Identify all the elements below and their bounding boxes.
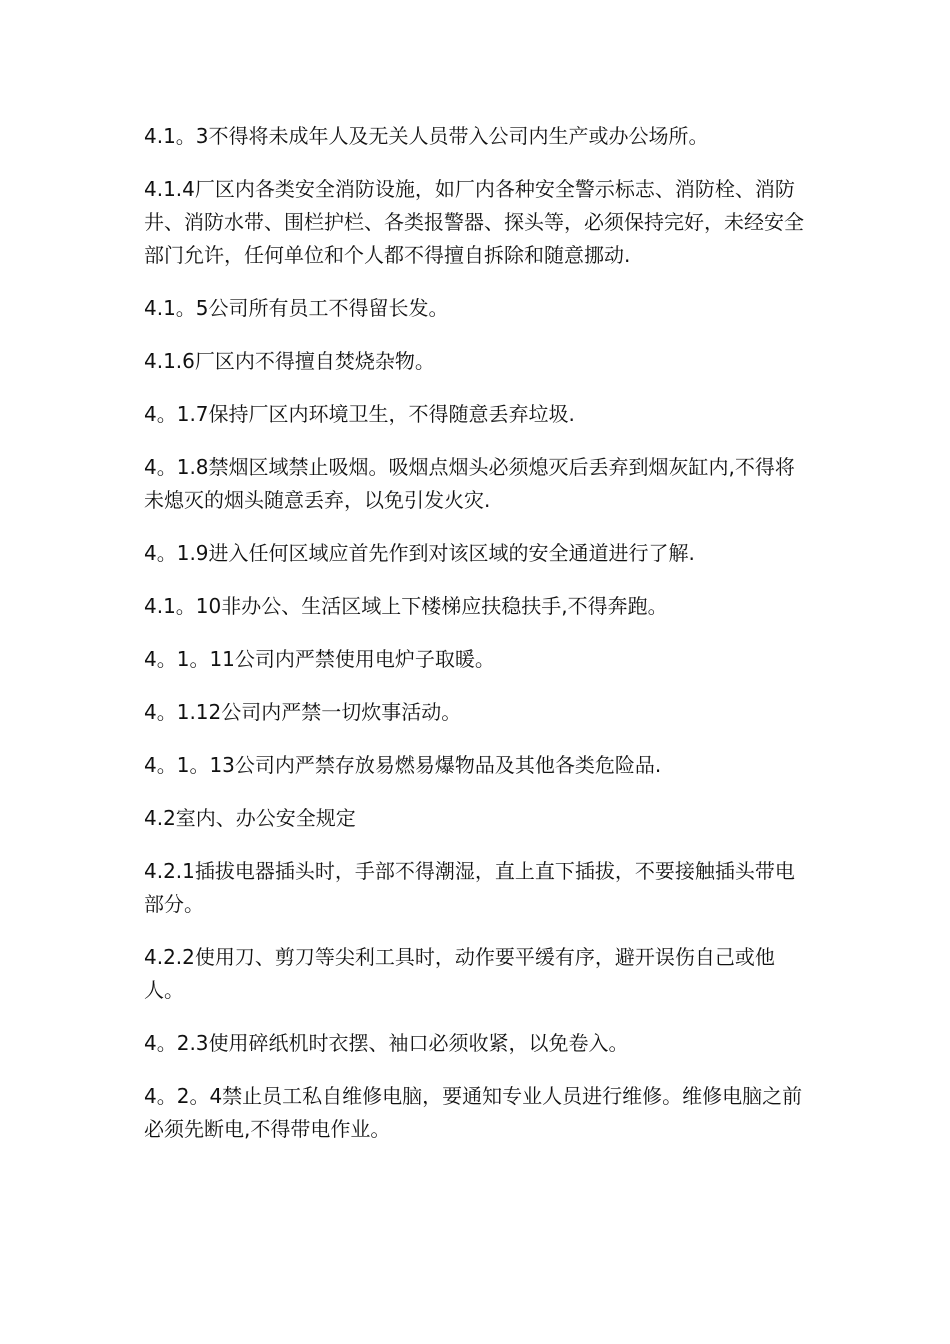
section-heading-4-2: 4.2室内、办公安全规定 bbox=[144, 806, 356, 830]
paragraph-4-2-4: 4。2。4禁止员工私自维修电脑，要通知专业人员进行维修。维修电脑之前必须先断电,不得带电作业。 bbox=[144, 1084, 803, 1141]
document-body bbox=[144, 120, 814, 1166]
paragraph-4-1-10: 4.1。10非办公、生活区域上下楼梯应扶稳扶手,不得奔跑。 bbox=[144, 594, 668, 618]
paragraph-4-1-4: 4.1.4厂区内各类安全消防设施，如厂内各种安全警示标志、消防栓、消防井、消防水带、围栏护栏、各类报警器、探头等，必须保持完好，未经安全部门允许，任何单位和个人都不得擅自拆除和随意挪动. bbox=[144, 177, 804, 267]
paragraph-4-2-2: 4.2.2使用刀、剪刀等尖利工具时，动作要平缓有序，避开误伤自己或他人。 bbox=[144, 945, 775, 1002]
paragraph-4-1-6: 4.1.6厂区内不得擅自焚烧杂物。 bbox=[144, 349, 435, 373]
paragraph-4-2-1: 4.2.1插拔电器插头时，手部不得潮湿，直上直下插拔，不要接触插头带电部分。 bbox=[144, 859, 795, 916]
paragraph-4-1-11: 4。1。11公司内严禁使用电炉子取暖。 bbox=[144, 647, 495, 671]
paragraph-4-1-8: 4。1.8禁烟区域禁止吸烟。吸烟点烟头必须熄灭后丢弃到烟灰缸内,不得将未熄灭的烟头随意丢弃，以免引发火灾. bbox=[144, 455, 795, 512]
paragraph-4-1-12: 4。1.12公司内严禁一切炊事活动。 bbox=[144, 700, 462, 724]
paragraph-4-1-5: 4.1。5公司所有员工不得留长发。 bbox=[144, 296, 449, 320]
paragraph-4-1-7: 4。1.7保持厂区内环境卫生，不得随意丢弃垃圾. bbox=[144, 402, 575, 426]
paragraph-4-1-3: 4.1。3不得将未成年人及无关人员带入公司内生产或办公场所。 bbox=[144, 124, 709, 148]
paragraph-4-1-9: 4。1.9进入任何区域应首先作到对该区域的安全通道进行了解. bbox=[144, 541, 695, 565]
paragraph-4-2-3: 4。2.3使用碎纸机时衣摆、袖口必须收紧，以免卷入。 bbox=[144, 1031, 629, 1055]
paragraph-4-1-13: 4。1。13公司内严禁存放易燃易爆物品及其他各类危险品. bbox=[144, 753, 662, 777]
